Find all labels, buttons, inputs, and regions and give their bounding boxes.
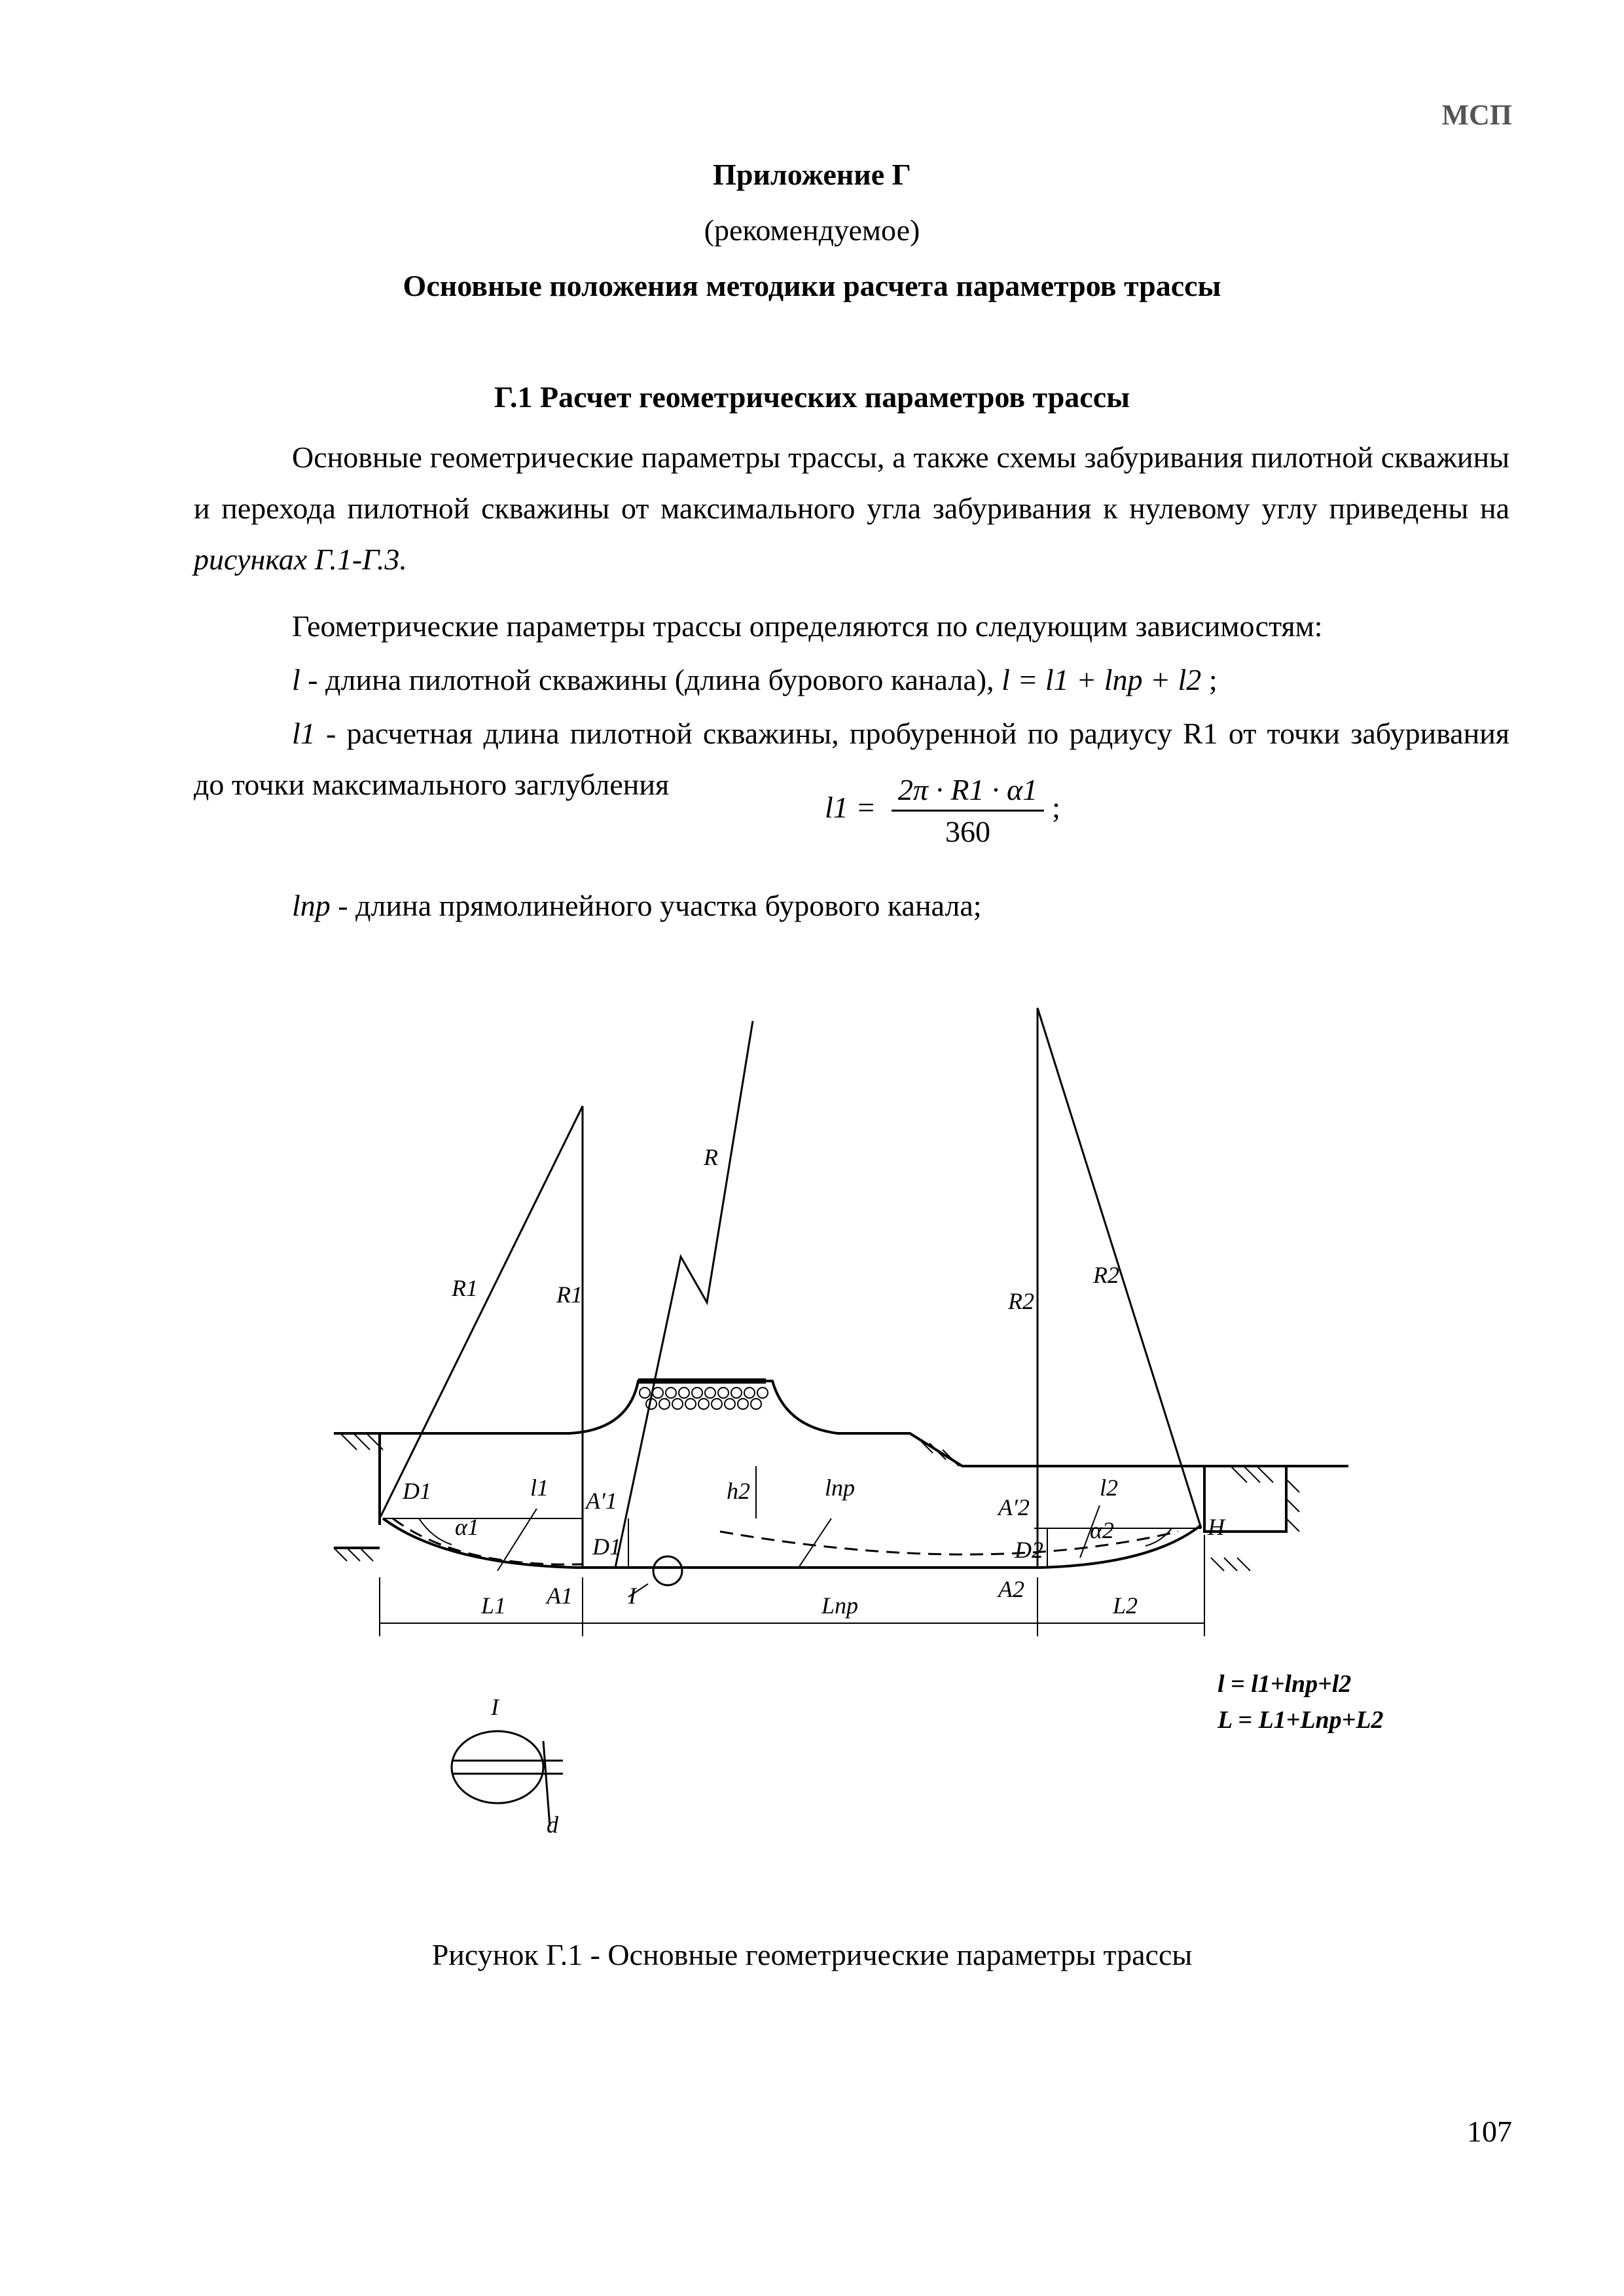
appendix-subtitle: (рекомендуемое) [704, 213, 920, 247]
dimension-line [380, 1535, 1204, 1636]
label-d: d [547, 1812, 558, 1838]
page-number: 107 [1467, 2115, 1512, 2148]
formula-l1-denominator: 360 [945, 815, 990, 848]
label-R2-incline: R2 [1093, 1262, 1119, 1288]
definition-l-text: - длина пилотной скважины (длина бурового канала), [300, 663, 1002, 696]
figure-reference: рисунках Г.1-Г.3. [194, 543, 407, 576]
formula-l: l = l1 + lпр + l2 [1001, 663, 1202, 696]
label-A1: A1 [547, 1583, 573, 1609]
definition-lpr-text: - длина прямолинейного участка бурового канала; [330, 889, 982, 922]
paragraph-dependencies: Геометрические параметры трассы определяются по следующим зависимостям: [292, 609, 1323, 643]
document-code: МСП [1441, 99, 1512, 131]
detail-marker-I [653, 1556, 682, 1585]
label-h2: h2 [727, 1478, 750, 1504]
label-l1: l1 [530, 1475, 549, 1501]
label-I-marker: I [628, 1583, 636, 1609]
appendix-heading: Основные положения методики расчета параметров трассы [403, 269, 1221, 302]
label-R: R [704, 1144, 718, 1170]
label-A2: A2 [998, 1576, 1024, 1602]
label-R1-incline: R1 [452, 1275, 478, 1301]
dashed-arc-left [393, 1518, 583, 1564]
label-lpr: lпр [825, 1475, 856, 1501]
label-alpha1: α1 [455, 1514, 479, 1540]
paragraph-intro-text: Основные геометрические параметры трассы, а также схемы забуривания пилотной скважины и перехода пилотной скважины от максимального угла забуривания к нулевому углу приведены на [194, 440, 1509, 525]
leader-lpr [799, 1518, 831, 1568]
mound-texture [640, 1388, 768, 1409]
label-L1: L1 [481, 1592, 507, 1619]
label-D2: D2 [1015, 1537, 1043, 1563]
label-R2-vertical: R2 [1008, 1288, 1034, 1314]
symbol-l1: l1 [292, 717, 316, 750]
definition-l1-text: - расчетная длина пилотной скважины, пробуренной по радиусу R1 от точки забуривания до точки максимального заглубления [194, 717, 1509, 801]
label-alpha2: α2 [1090, 1517, 1114, 1543]
entry-pit [334, 1433, 380, 1548]
formula-l1-numerator: 2π · R1 · α1 [892, 772, 1044, 812]
label-L2: L2 [1113, 1592, 1138, 1619]
appendix-title: Приложение Г [713, 158, 911, 191]
label-R1-vertical: R1 [556, 1282, 583, 1308]
formula-l-total: l = l1+lпр+l2 [1218, 1670, 1352, 1698]
label-A2-prime: A′2 [998, 1494, 1030, 1520]
formula-L-total: L = L1+Lпр+L2 [1218, 1706, 1384, 1734]
radius-R2-triangle [1038, 1008, 1201, 1568]
symbol-l: l [292, 663, 300, 696]
formula-l1: l1 = $\frac{2\pi \cdot R1 \cdot \alpha 1}{360}$ ; [825, 773, 1060, 848]
detail-I-pipe [452, 1731, 543, 1803]
label-Lpr: Lпр [821, 1592, 859, 1619]
hatch-left [334, 1433, 383, 1561]
section-title: Г.1 Расчет геометрических параметров трассы [494, 380, 1130, 414]
label-H: H [1208, 1514, 1225, 1540]
figure-caption: Рисунок Г.1 - Основные геометрические параметры трассы [431, 1938, 1193, 1971]
label-D1: D1 [592, 1534, 621, 1560]
label-detail-I: I [491, 1694, 499, 1720]
symbol-lpr: lпр [292, 889, 331, 922]
label-D1-left: D1 [403, 1478, 431, 1504]
label-l2: l2 [1100, 1475, 1119, 1501]
formula-l1-lhs: l1 = [825, 791, 876, 825]
definition-l: l - длина пилотной скважины (длина бурового канала), l = l1 + lпр + l2 ; [292, 663, 1218, 696]
label-A1-prime: A′1 [586, 1488, 617, 1514]
